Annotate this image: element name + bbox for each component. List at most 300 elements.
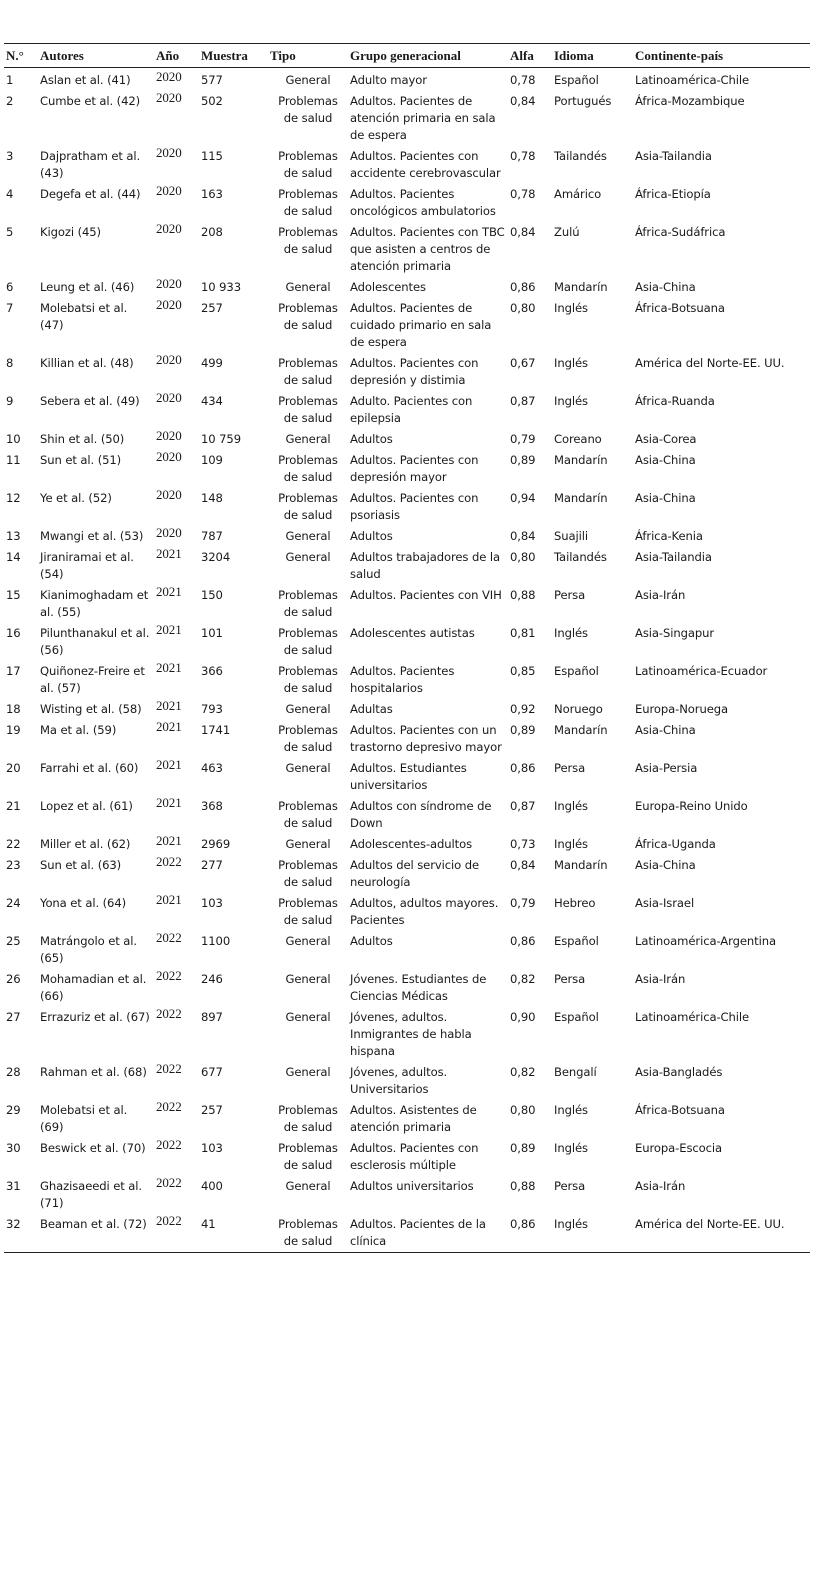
cell-year: 2020 bbox=[156, 69, 182, 84]
cell-continent-country: Latinoamérica-Chile bbox=[635, 1010, 750, 1024]
cell-sample: 368 bbox=[201, 799, 223, 813]
cell-language: Inglés bbox=[554, 1103, 588, 1117]
cell-generational-group: Adolescentes-adultos bbox=[350, 837, 473, 851]
cell-type: Problemas de salud bbox=[278, 723, 338, 754]
cell-sample: 257 bbox=[201, 1103, 223, 1117]
cell-type: General bbox=[285, 934, 331, 948]
cell-year: 2022 bbox=[156, 1099, 182, 1114]
header-number: N.° bbox=[4, 44, 38, 68]
cell-type: General bbox=[285, 280, 331, 294]
cell-type: General bbox=[285, 1065, 331, 1079]
cell-sample: 677 bbox=[201, 1065, 223, 1079]
header-language: Idioma bbox=[552, 44, 633, 68]
cell-year: 2021 bbox=[156, 584, 182, 599]
cell-language: Persa bbox=[554, 1179, 586, 1193]
cell-generational-group: Adultos. Pacientes de la clínica bbox=[348, 1212, 508, 1253]
cell-authors: Wisting et al. (58) bbox=[40, 702, 142, 716]
table-row bbox=[4, 929, 810, 967]
cell-sample: 277 bbox=[201, 858, 223, 872]
cell-row-number: 17 bbox=[6, 664, 21, 678]
cell-authors: Degefa et al. (44) bbox=[40, 187, 141, 201]
cell-alpha: 0,84 bbox=[510, 94, 536, 108]
cell-alpha: 0,88 bbox=[510, 1179, 536, 1193]
cell-year: 2020 bbox=[156, 221, 182, 236]
cell-language: Noruego bbox=[554, 702, 603, 716]
cell-alpha: 0,89 bbox=[510, 723, 536, 737]
cell-year: 2021 bbox=[156, 698, 182, 713]
cell-alpha: 0,86 bbox=[510, 280, 536, 294]
cell-authors: Ye et al. (52) bbox=[40, 491, 112, 505]
cell-language: Inglés bbox=[554, 301, 588, 315]
cell-type: Problemas de salud bbox=[278, 858, 338, 889]
cell-row-number: 6 bbox=[6, 280, 14, 294]
cell-row-number: 23 bbox=[6, 858, 21, 872]
cell-continent-country: Asia-Persia bbox=[635, 761, 698, 775]
cell-type: Problemas de salud bbox=[278, 1141, 338, 1172]
cell-type: Problemas de salud bbox=[278, 896, 338, 927]
cell-continent-country: Asia-Bangladés bbox=[635, 1065, 723, 1079]
cell-year: 2022 bbox=[156, 968, 182, 983]
cell-sample: 400 bbox=[201, 1179, 223, 1193]
cell-generational-group: Adultos. Pacientes con VIH bbox=[350, 588, 502, 602]
cell-sample: 208 bbox=[201, 225, 223, 239]
cell-generational-group: Adultos. Pacientes con un trastorno depresivo mayor bbox=[350, 723, 502, 754]
cell-year: 2022 bbox=[156, 1137, 182, 1152]
cell-continent-country: África-Botsuana bbox=[635, 301, 725, 315]
cell-sample: 10 759 bbox=[201, 432, 241, 446]
table-row bbox=[4, 182, 810, 220]
studies-table bbox=[4, 43, 810, 1253]
cell-language: Inglés bbox=[554, 837, 588, 851]
cell-row-number: 30 bbox=[6, 1141, 21, 1155]
cell-continent-country: Latinoamérica-Chile bbox=[635, 73, 750, 87]
table-row bbox=[4, 389, 810, 427]
cell-authors: Leung et al. (46) bbox=[40, 280, 135, 294]
cell-year: 2022 bbox=[156, 1061, 182, 1076]
cell-alpha: 0,87 bbox=[510, 394, 536, 408]
cell-year: 2020 bbox=[156, 297, 182, 312]
cell-year: 2021 bbox=[156, 622, 182, 637]
cell-type: Problemas de salud bbox=[278, 626, 338, 657]
cell-type: Problemas de salud bbox=[278, 491, 338, 522]
cell-alpha: 0,84 bbox=[510, 529, 536, 543]
cell-type: Problemas de salud bbox=[278, 799, 338, 830]
cell-generational-group: Adultos. Asistentes de atención primaria bbox=[350, 1103, 477, 1134]
cell-row-number: 7 bbox=[6, 301, 14, 315]
cell-generational-group: Adultos bbox=[350, 934, 393, 948]
cell-authors: Mohamadian et al. (66) bbox=[40, 972, 147, 1003]
cell-row-number: 18 bbox=[6, 702, 21, 716]
cell-continent-country: Asia-Israel bbox=[635, 896, 695, 910]
header-type: Tipo bbox=[268, 44, 348, 68]
cell-language: Inglés bbox=[554, 356, 588, 370]
cell-language: Persa bbox=[554, 588, 586, 602]
table-row bbox=[4, 1098, 810, 1136]
cell-language: Inglés bbox=[554, 394, 588, 408]
table-body bbox=[4, 68, 810, 1253]
cell-authors: Pilunthanakul et al. (56) bbox=[40, 626, 150, 657]
header-continent-country: Continente-país bbox=[633, 44, 810, 68]
cell-authors: Errazuriz et al. (67) bbox=[40, 1010, 150, 1024]
cell-authors: Kianimoghadam et al. (55) bbox=[40, 588, 149, 619]
cell-year: 2022 bbox=[154, 1208, 199, 1249]
cell-alpha: 0,84 bbox=[510, 858, 536, 872]
cell-authors: Shin et al. (50) bbox=[40, 432, 125, 446]
cell-year: 2021 bbox=[156, 833, 182, 848]
cell-continent-country: Europa-Escocia bbox=[635, 1141, 723, 1155]
cell-sample: 148 bbox=[201, 491, 223, 505]
cell-type: Problemas de salud bbox=[278, 149, 338, 180]
cell-type: Problemas de salud bbox=[278, 453, 338, 484]
cell-continent-country: África-Etiopía bbox=[635, 187, 711, 201]
cell-alpha: 0,84 bbox=[510, 225, 536, 239]
cell-generational-group: Adultos. Pacientes con TBC que asisten a centros de atención primaria bbox=[350, 225, 505, 273]
cell-row-number: 15 bbox=[6, 588, 21, 602]
cell-authors: Rahman et al. (68) bbox=[40, 1065, 147, 1079]
cell-year: 2021 bbox=[156, 757, 182, 772]
cell-continent-country: Europa-Noruega bbox=[635, 702, 729, 716]
cell-row-number: 28 bbox=[6, 1065, 21, 1079]
cell-year: 2022 bbox=[156, 930, 182, 945]
cell-generational-group: Adultos. Pacientes de atención primaria en sala de espera bbox=[350, 94, 496, 142]
cell-authors: Beswick et al. (70) bbox=[40, 1141, 146, 1155]
cell-row-number: 3 bbox=[6, 149, 14, 163]
cell-generational-group: Adultos bbox=[350, 432, 393, 446]
cell-sample: 1100 bbox=[201, 934, 231, 948]
cell-sample: 434 bbox=[201, 394, 223, 408]
cell-sample: 101 bbox=[201, 626, 223, 640]
table-row bbox=[4, 296, 810, 351]
cell-row-number: 21 bbox=[6, 799, 21, 813]
table-row bbox=[4, 1174, 810, 1212]
cell-continent-country: África-Mozambique bbox=[635, 94, 745, 108]
header-year: Año bbox=[154, 44, 199, 68]
cell-language: Persa bbox=[554, 761, 586, 775]
cell-sample: 150 bbox=[201, 588, 223, 602]
cell-generational-group: Adulto mayor bbox=[350, 73, 427, 87]
cell-sample: 1741 bbox=[201, 723, 231, 737]
cell-alpha: 0,81 bbox=[510, 626, 536, 640]
cell-continent-country: Asia-China bbox=[635, 723, 696, 737]
cell-row-number: 27 bbox=[6, 1010, 21, 1024]
table-row bbox=[4, 1212, 810, 1253]
cell-row-number: 22 bbox=[6, 837, 21, 851]
cell-year: 2021 bbox=[156, 719, 182, 734]
cell-type: Problemas de salud bbox=[278, 394, 338, 425]
table-row bbox=[4, 1136, 810, 1174]
table-row bbox=[4, 583, 810, 621]
table-row bbox=[4, 1005, 810, 1060]
cell-alpha: 0,85 bbox=[510, 664, 536, 678]
cell-alpha: 0,80 bbox=[510, 301, 536, 315]
table-row bbox=[4, 545, 810, 583]
cell-authors: Killian et al. (48) bbox=[40, 356, 134, 370]
cell-row-number: 19 bbox=[6, 723, 21, 737]
cell-authors: Molebatsi et al. (47) bbox=[40, 301, 128, 332]
cell-type: General bbox=[285, 73, 331, 87]
cell-generational-group: Adultos. Estudiantes universitarios bbox=[350, 761, 467, 792]
cell-type: General bbox=[285, 529, 331, 543]
cell-year: 2020 bbox=[156, 145, 182, 160]
table-row bbox=[4, 718, 810, 756]
cell-language: Coreano bbox=[554, 432, 602, 446]
cell-authors: Beaman et al. (72) bbox=[38, 1212, 154, 1253]
cell-language: Inglés bbox=[554, 1141, 588, 1155]
header-sample: Muestra bbox=[199, 44, 268, 68]
cell-type: General bbox=[285, 1179, 331, 1193]
cell-alpha: 0,78 bbox=[510, 187, 536, 201]
cell-generational-group: Adultos. Pacientes con depresión y distimia bbox=[350, 356, 479, 387]
cell-authors: Mwangi et al. (53) bbox=[40, 529, 144, 543]
cell-language: Mandarín bbox=[554, 858, 608, 872]
cell-continent-country: África-Botsuana bbox=[635, 1103, 725, 1117]
table-row bbox=[4, 1060, 810, 1098]
cell-year: 2021 bbox=[156, 546, 182, 561]
cell-type: General bbox=[285, 432, 331, 446]
cell-type: General bbox=[285, 702, 331, 716]
cell-year: 2022 bbox=[156, 1006, 182, 1021]
cell-authors: Molebatsi et al. (69) bbox=[40, 1103, 128, 1134]
cell-authors: Sun et al. (63) bbox=[40, 858, 122, 872]
cell-continent-country: África-Uganda bbox=[635, 837, 716, 851]
cell-alpha: 0,79 bbox=[510, 896, 536, 910]
cell-year: 2022 bbox=[156, 854, 182, 869]
cell-type: Problemas de salud bbox=[278, 94, 338, 125]
cell-continent-country: Latinoamérica-Argentina bbox=[635, 934, 776, 948]
table-row bbox=[4, 524, 810, 545]
cell-language: Portugués bbox=[554, 94, 612, 108]
cell-language: Tailandés bbox=[554, 149, 607, 163]
cell-year: 2021 bbox=[156, 795, 182, 810]
cell-continent-country: África-Ruanda bbox=[635, 394, 715, 408]
table-row bbox=[4, 621, 810, 659]
table-header-row bbox=[4, 44, 810, 68]
table-row bbox=[4, 832, 810, 853]
cell-row-number: 16 bbox=[6, 626, 21, 640]
cell-row-number: 14 bbox=[6, 550, 21, 564]
cell-continent-country: África-Kenia bbox=[635, 529, 703, 543]
table-row bbox=[4, 486, 810, 524]
cell-alpha: 0,67 bbox=[510, 356, 536, 370]
cell-alpha: 0,86 bbox=[510, 761, 536, 775]
cell-authors: Matrángolo et al. (65) bbox=[40, 934, 137, 965]
cell-alpha: 0,82 bbox=[510, 972, 536, 986]
cell-sample: 502 bbox=[201, 94, 223, 108]
cell-row-number: 11 bbox=[6, 453, 21, 467]
cell-authors: Miller et al. (62) bbox=[40, 837, 131, 851]
cell-year: 2020 bbox=[156, 428, 182, 443]
cell-continent-country: África-Sudáfrica bbox=[635, 225, 726, 239]
cell-generational-group: Jóvenes, adultos. Inmigrantes de habla hispana bbox=[350, 1010, 472, 1058]
cell-row-number: 24 bbox=[6, 896, 21, 910]
studies-table-page bbox=[4, 43, 810, 1253]
cell-alpha: 0,88 bbox=[510, 588, 536, 602]
cell-generational-group: Adultos bbox=[350, 529, 393, 543]
cell-generational-group: Adolescentes autistas bbox=[350, 626, 475, 640]
header-alpha: Alfa bbox=[508, 44, 552, 68]
cell-row-number: 26 bbox=[6, 972, 21, 986]
cell-authors: Jiraniramai et al. (54) bbox=[40, 550, 134, 581]
cell-language: Español bbox=[554, 664, 599, 678]
cell-sample: 2969 bbox=[201, 837, 231, 851]
cell-continent-country: Asia-Tailandia bbox=[635, 149, 712, 163]
cell-alpha: 0,80 bbox=[510, 550, 536, 564]
cell-year: 2020 bbox=[156, 90, 182, 105]
cell-year: 2021 bbox=[156, 892, 182, 907]
cell-sample: 103 bbox=[201, 896, 223, 910]
cell-authors: Lopez et al. (61) bbox=[40, 799, 133, 813]
cell-continent-country: Asia-China bbox=[635, 280, 696, 294]
cell-sample: 499 bbox=[201, 356, 223, 370]
table-row bbox=[4, 68, 810, 90]
cell-language: Hebreo bbox=[554, 896, 596, 910]
cell-row-number: 20 bbox=[6, 761, 21, 775]
cell-sample: 463 bbox=[201, 761, 223, 775]
table-row bbox=[4, 351, 810, 389]
cell-language: Amárico bbox=[554, 187, 602, 201]
cell-continent-country: Asia-China bbox=[635, 453, 696, 467]
cell-continent-country: Asia-Irán bbox=[635, 588, 686, 602]
cell-generational-group: Adultos. Pacientes de cuidado primario en sala de espera bbox=[350, 301, 492, 349]
cell-alpha: 0,94 bbox=[510, 491, 536, 505]
cell-type: Problemas de salud bbox=[278, 301, 338, 332]
cell-row-number: 32 bbox=[4, 1212, 38, 1253]
cell-alpha: 0,80 bbox=[510, 1103, 536, 1117]
cell-authors: Aslan et al. (41) bbox=[40, 73, 131, 87]
header-authors: Autores bbox=[38, 44, 154, 68]
cell-alpha: 0,89 bbox=[510, 453, 536, 467]
cell-sample: 163 bbox=[201, 187, 223, 201]
cell-language: Español bbox=[554, 1010, 599, 1024]
cell-authors: Sebera et al. (49) bbox=[40, 394, 140, 408]
cell-continent-country: Asia-Corea bbox=[635, 432, 697, 446]
cell-row-number: 8 bbox=[6, 356, 14, 370]
cell-sample: 41 bbox=[199, 1212, 268, 1253]
cell-generational-group: Adultos trabajadores de la salud bbox=[350, 550, 500, 581]
cell-authors: Dajpratham et al. (43) bbox=[40, 149, 141, 180]
cell-generational-group: Adultos. Pacientes oncológicos ambulatorios bbox=[350, 187, 496, 218]
cell-type: Problemas de salud bbox=[278, 187, 338, 218]
cell-alpha: 0,87 bbox=[510, 799, 536, 813]
cell-alpha: 0,79 bbox=[510, 432, 536, 446]
cell-language: Suajili bbox=[554, 529, 588, 543]
cell-authors: Cumbe et al. (42) bbox=[40, 94, 141, 108]
cell-sample: 109 bbox=[201, 453, 223, 467]
cell-sample: 793 bbox=[201, 702, 223, 716]
cell-continent-country: Europa-Reino Unido bbox=[635, 799, 748, 813]
cell-type: Problemas de salud bbox=[278, 356, 338, 387]
cell-row-number: 29 bbox=[6, 1103, 21, 1117]
table-row bbox=[4, 697, 810, 718]
table-row bbox=[4, 967, 810, 1005]
cell-alpha: 0,86 bbox=[510, 934, 536, 948]
cell-sample: 103 bbox=[201, 1141, 223, 1155]
cell-row-number: 5 bbox=[6, 225, 14, 239]
cell-row-number: 25 bbox=[6, 934, 21, 948]
cell-sample: 257 bbox=[201, 301, 223, 315]
cell-alpha: 0,89 bbox=[510, 1141, 536, 1155]
cell-authors: Quiñonez-Freire et al. (57) bbox=[40, 664, 145, 695]
cell-sample: 3204 bbox=[201, 550, 231, 564]
cell-generational-group: Adultos con síndrome de Down bbox=[350, 799, 492, 830]
cell-continent-country: América del Norte-EE. UU. bbox=[633, 1212, 810, 1253]
cell-year: 2020 bbox=[156, 390, 182, 405]
cell-alpha: 0,92 bbox=[510, 702, 536, 716]
table-row bbox=[4, 275, 810, 296]
table-row bbox=[4, 144, 810, 182]
table-row bbox=[4, 448, 810, 486]
cell-generational-group: Adultos del servicio de neurología bbox=[350, 858, 480, 889]
cell-row-number: 2 bbox=[6, 94, 14, 108]
cell-year: 2021 bbox=[156, 660, 182, 675]
cell-generational-group: Adultos universitarios bbox=[350, 1179, 474, 1193]
cell-language: Zulú bbox=[554, 225, 580, 239]
cell-language: Tailandés bbox=[554, 550, 607, 564]
cell-alpha: 0,78 bbox=[510, 73, 536, 87]
cell-row-number: 4 bbox=[6, 187, 14, 201]
cell-type: Problemas de salud bbox=[268, 1212, 348, 1253]
cell-continent-country: Asia-Irán bbox=[635, 1179, 686, 1193]
cell-continent-country: Asia-Singapur bbox=[635, 626, 715, 640]
cell-alpha: 0,73 bbox=[510, 837, 536, 851]
table-row bbox=[4, 89, 810, 144]
cell-language: Mandarín bbox=[554, 723, 608, 737]
cell-language: Persa bbox=[554, 972, 586, 986]
cell-authors: Yona et al. (64) bbox=[40, 896, 127, 910]
cell-generational-group: Adultos, adultos mayores. Pacientes bbox=[350, 896, 499, 927]
cell-authors: Ma et al. (59) bbox=[40, 723, 117, 737]
table-row bbox=[4, 220, 810, 275]
cell-sample: 115 bbox=[201, 149, 223, 163]
cell-row-number: 31 bbox=[6, 1179, 21, 1193]
cell-row-number: 10 bbox=[6, 432, 21, 446]
cell-year: 2020 bbox=[156, 449, 182, 464]
cell-language: Mandarín bbox=[554, 453, 608, 467]
cell-year: 2020 bbox=[156, 525, 182, 540]
cell-generational-group: Jóvenes, adultos. Universitarios bbox=[350, 1065, 448, 1096]
cell-generational-group: Adultas bbox=[350, 702, 393, 716]
cell-continent-country: Asia-China bbox=[635, 858, 696, 872]
cell-alpha: 0,78 bbox=[510, 149, 536, 163]
cell-sample: 366 bbox=[201, 664, 223, 678]
table-row bbox=[4, 794, 810, 832]
cell-continent-country: Asia-Irán bbox=[635, 972, 686, 986]
cell-alpha: 0,90 bbox=[510, 1010, 536, 1024]
cell-language: Inglés bbox=[552, 1212, 633, 1253]
cell-sample: 787 bbox=[201, 529, 223, 543]
cell-authors: Kigozi (45) bbox=[40, 225, 101, 239]
cell-type: Problemas de salud bbox=[278, 225, 338, 256]
cell-type: General bbox=[285, 761, 331, 775]
cell-generational-group: Adultos. Pacientes con esclerosis múltiple bbox=[350, 1141, 479, 1172]
cell-row-number: 12 bbox=[6, 491, 21, 505]
cell-generational-group: Adultos. Pacientes hospitalarios bbox=[350, 664, 455, 695]
cell-row-number: 1 bbox=[6, 73, 14, 87]
cell-continent-country: Asia-Tailandia bbox=[635, 550, 712, 564]
cell-language: Español bbox=[554, 934, 599, 948]
cell-year: 2020 bbox=[156, 487, 182, 502]
table-row bbox=[4, 659, 810, 697]
cell-continent-country: América del Norte-EE. UU. bbox=[635, 356, 785, 370]
cell-language: Inglés bbox=[554, 626, 588, 640]
table-row bbox=[4, 756, 810, 794]
table-row bbox=[4, 853, 810, 891]
cell-type: Problemas de salud bbox=[278, 588, 338, 619]
cell-sample: 10 933 bbox=[201, 280, 241, 294]
cell-type: General bbox=[285, 1010, 331, 1024]
cell-type: Problemas de salud bbox=[278, 664, 338, 695]
cell-type: General bbox=[285, 837, 331, 851]
